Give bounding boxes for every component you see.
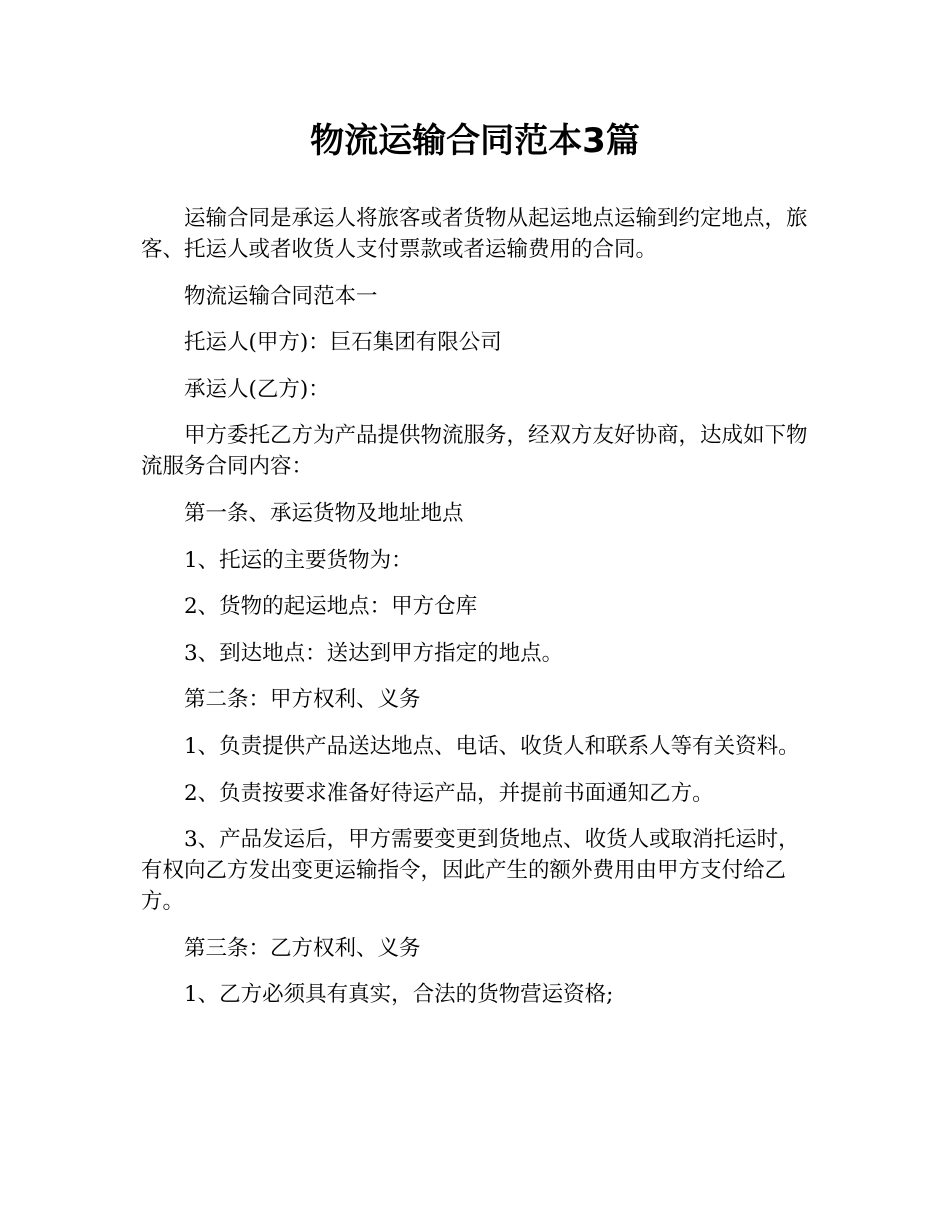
document-body (141, 203, 813, 1026)
paragraph-clause: 1、负责提供产品送达地点、电话、收货人和联系人等有关资料。 (184, 733, 800, 759)
paragraph-section-heading: 物流运输合同范本一 (184, 283, 378, 309)
paragraph-clause: 2、负责按要求准备好待运产品，并提前书面通知乙方。 (184, 780, 714, 806)
document-title: 物流运输合同范本3篇 (310, 121, 640, 161)
paragraph-agreement: 甲方委托乙方为产品提供物流服务，经双方友好协商，达成如下物流服务合同内容： (141, 423, 808, 480)
paragraph-consignor: 托运人(甲方)：巨石集团有限公司 (184, 330, 502, 356)
paragraph-article-3: 第三条：乙方权利、义务 (184, 935, 421, 961)
paragraph-clause: 1、托运的主要货物为： (184, 547, 413, 573)
paragraph-clause: 3、到达地点：送达到甲方指定的地点。 (184, 640, 564, 666)
paragraph-article-2: 第二条：甲方权利、义务 (184, 687, 421, 713)
paragraph-carrier: 承运人(乙方)： (184, 376, 330, 402)
paragraph-article-1: 第一条、承运货物及地址地点 (184, 500, 464, 526)
paragraph-clause: 1、乙方必须具有真实，合法的货物营运资格; (184, 982, 614, 1008)
paragraph-clause: 3、产品发运后，甲方需要变更到货地点、收货人或取消托运时，有权向乙方发出变更运输指令，因此产生的额外费用由甲方支付给乙方。 (141, 827, 800, 915)
paragraph-intro: 运输合同是承运人将旅客或者货物从起运地点运输到约定地点，旅客、托运人或者收货人支付票款或者运输费用的合同。 (141, 206, 808, 262)
paragraph-clause: 2、货物的起运地点：甲方仓库 (184, 594, 478, 620)
